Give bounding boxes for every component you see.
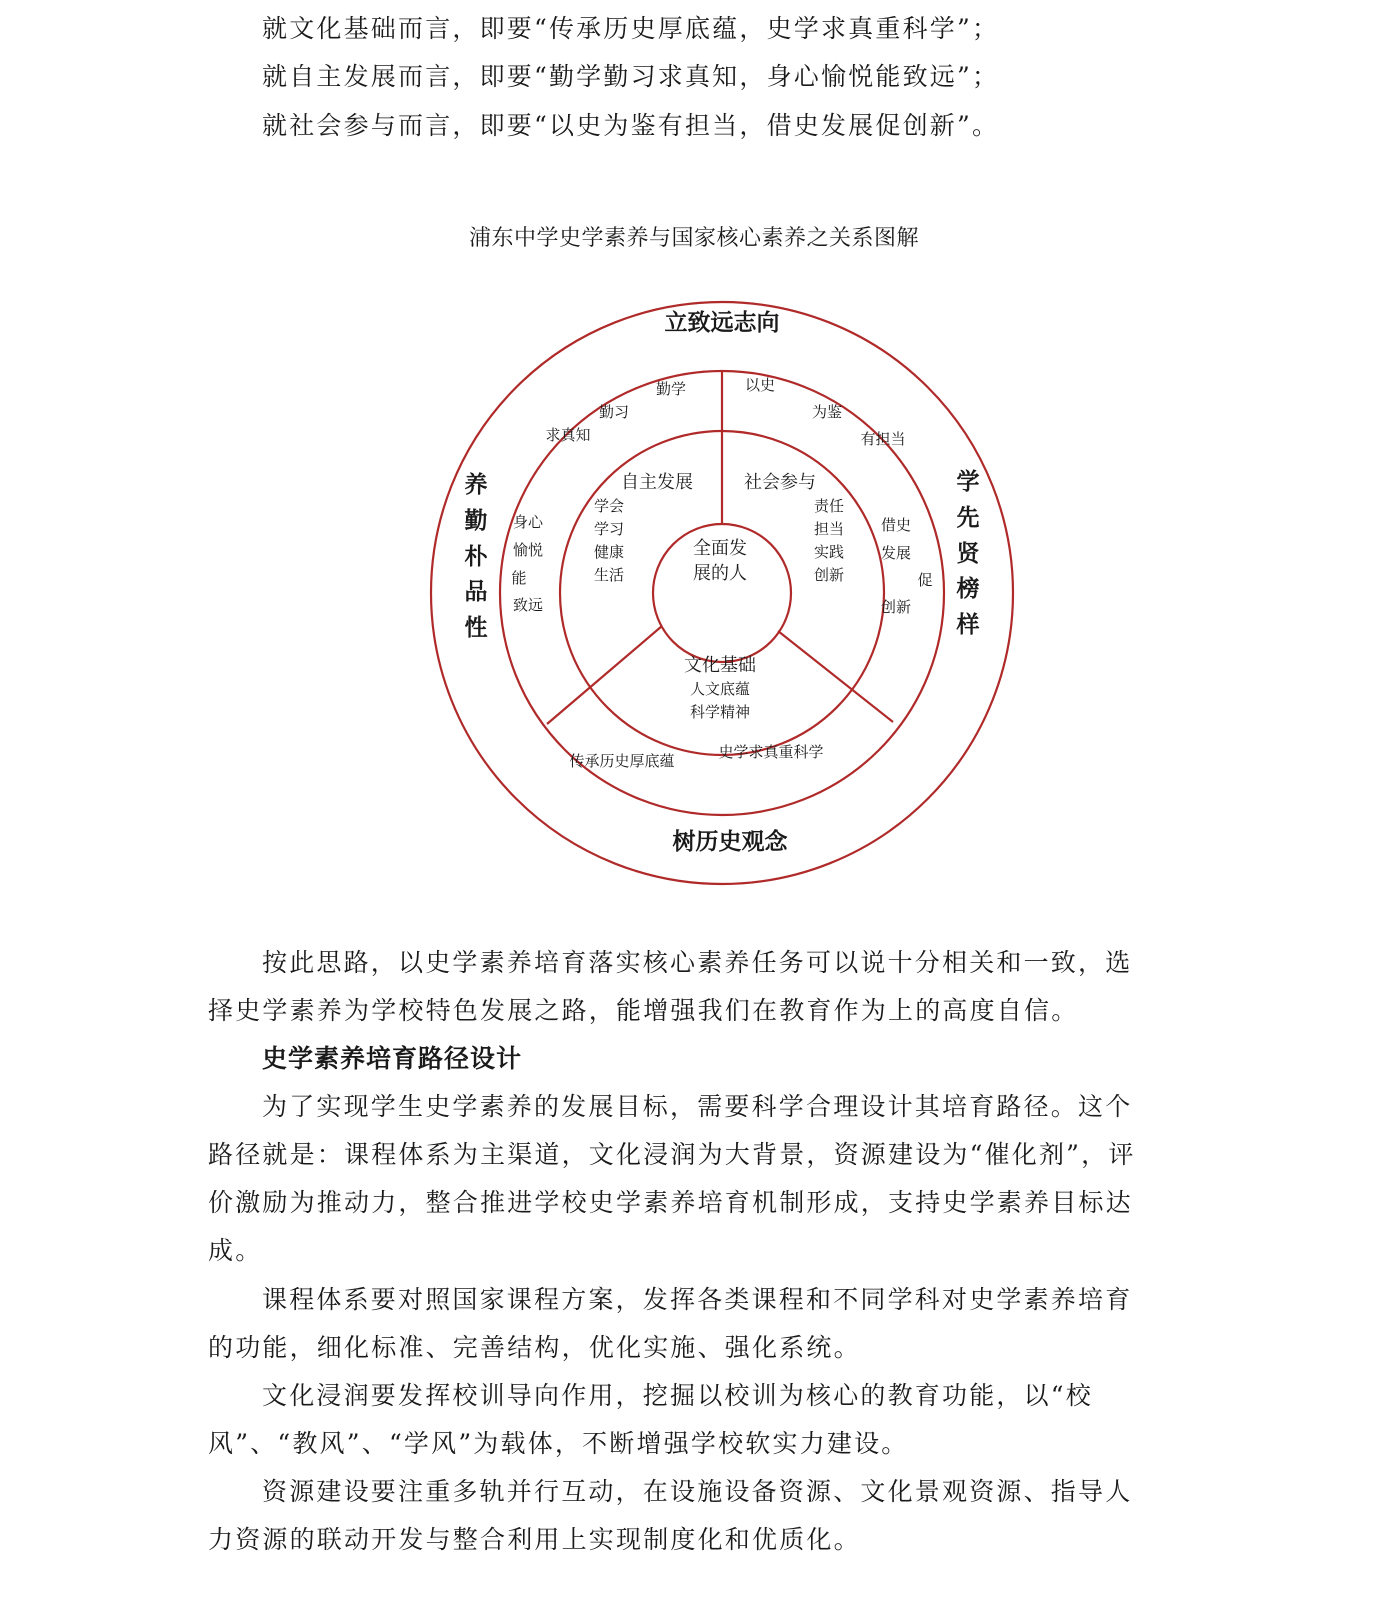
body-line: 力资源的联动开发与整合利用上实现制度化和优质化。	[208, 1525, 861, 1554]
text-line: 就自主发展而言，即要“勤学勤习求真知，身心愉悦能致远”；	[262, 62, 1000, 91]
body-line: 价激励为推动力，整合推进学校史学素养培育机制形成，支持史学素养目标达	[208, 1188, 1133, 1217]
middle-topleft-1: 勤学	[655, 380, 687, 398]
outer-left-char: 性	[464, 614, 488, 641]
sector-zizhu-item: 生活	[593, 566, 625, 584]
body-line: 为了实现学生史学素养的发展目标，需要科学合理设计其培育路径。这个	[262, 1092, 1133, 1121]
sector-zizhu-item: 学习	[593, 520, 625, 538]
body-line: 成。	[208, 1236, 263, 1265]
sector-wenhua-title: 文化基础	[684, 655, 756, 676]
outer-right-char: 贤	[956, 540, 980, 567]
sector-shehui-item: 责任	[813, 497, 845, 515]
outer-left-char: 朴	[464, 543, 488, 570]
middle-bottom-right: 史学求真重科学	[718, 743, 824, 761]
middle-right-2: 发展	[880, 544, 912, 562]
text-line: 就社会参与而言，即要“以史为鉴有担当，借史发展促创新”。	[262, 111, 1000, 140]
middle-right-1: 借史	[880, 516, 912, 534]
outer-bottom-label: 树历史观念	[672, 828, 788, 855]
outer-right-label	[956, 468, 981, 638]
sector-zizhu-item: 健康	[593, 543, 625, 561]
body-line: 的功能，细化标准、完善结构，优化实施、强化系统。	[208, 1333, 861, 1362]
diagram-rings	[431, 302, 1013, 884]
outer-left-char: 勤	[464, 507, 488, 534]
body-line: 择史学素养为学校特色发展之路，能增强我们在教育作为上的高度自信。	[208, 996, 1079, 1025]
body-line: 资源建设要注重多轨并行互动，在设施设备资源、文化景观资源、指导人	[262, 1477, 1133, 1506]
middle-right-3: 促	[917, 571, 933, 589]
outer-left-char: 品	[464, 578, 488, 605]
outer-left-char: 养	[464, 471, 488, 498]
outer-right-char: 榜	[956, 575, 980, 602]
sector-wenhua-item: 人文底蕴	[689, 680, 751, 698]
body-line: 文化浸润要发挥校训导向作用，挖掘以校训为核心的教育功能，以“校	[262, 1381, 1093, 1410]
diagram-caption: 浦东中学史学素养与国家核心素养之关系图解	[468, 226, 919, 251]
body-line: 按此思路，以史学素养培育落实核心素养任务可以说十分相关和一致，选	[262, 948, 1133, 977]
outer-right-char: 学	[956, 468, 980, 495]
middle-left-1: 身心	[512, 513, 544, 531]
text-line: 就文化基础而言，即要“传承历史厚底蕴，史学求真重科学”；	[262, 14, 1000, 43]
sector-shehui-item: 实践	[813, 543, 845, 561]
middle-left-2: 愉悦	[512, 541, 544, 559]
section-heading: 史学素养培育路径设计	[262, 1044, 523, 1073]
sector-wenhua-item: 科学精神	[689, 703, 751, 721]
outer-left-label	[465, 471, 489, 641]
middle-topleft-2: 勤习	[598, 403, 630, 421]
middle-left-3: 能	[511, 569, 527, 587]
divider-left	[547, 626, 662, 724]
sector-shehui-item: 担当	[813, 520, 845, 538]
outer-top-label: 立致远志向	[664, 309, 780, 336]
middle-right-4: 创新	[880, 598, 912, 616]
middle-topright-3: 有担当	[860, 430, 906, 448]
body-line: 课程体系要对照国家课程方案，发挥各类课程和不同学科对史学素养培育	[262, 1285, 1133, 1314]
middle-bottom-left: 传承历史厚底蕴	[569, 752, 675, 770]
sector-zizhu-title: 自主发展	[621, 472, 693, 493]
sector-zizhu-item: 学会	[593, 497, 625, 515]
body-line: 路径就是：课程体系为主渠道，文化浸润为大背景，资源建设为“催化剂”，评	[208, 1140, 1136, 1169]
sector-shehui-title: 社会参与	[744, 472, 816, 493]
body-line: 风”、“教风”、“学风”为载体，不断增强学校软实力建设。	[208, 1429, 909, 1458]
sector-shehui-item: 创新	[813, 566, 845, 584]
outer-right-char: 样	[956, 611, 980, 638]
middle-topright-1: 以史	[744, 376, 776, 394]
middle-left-4: 致远	[512, 596, 544, 614]
middle-topright-2: 为鉴	[811, 403, 843, 421]
outer-right-char: 先	[956, 504, 980, 531]
center-label-2: 展的人	[693, 563, 747, 584]
center-label-1: 全面发	[693, 538, 747, 559]
middle-topleft-3: 求真知	[545, 426, 591, 444]
